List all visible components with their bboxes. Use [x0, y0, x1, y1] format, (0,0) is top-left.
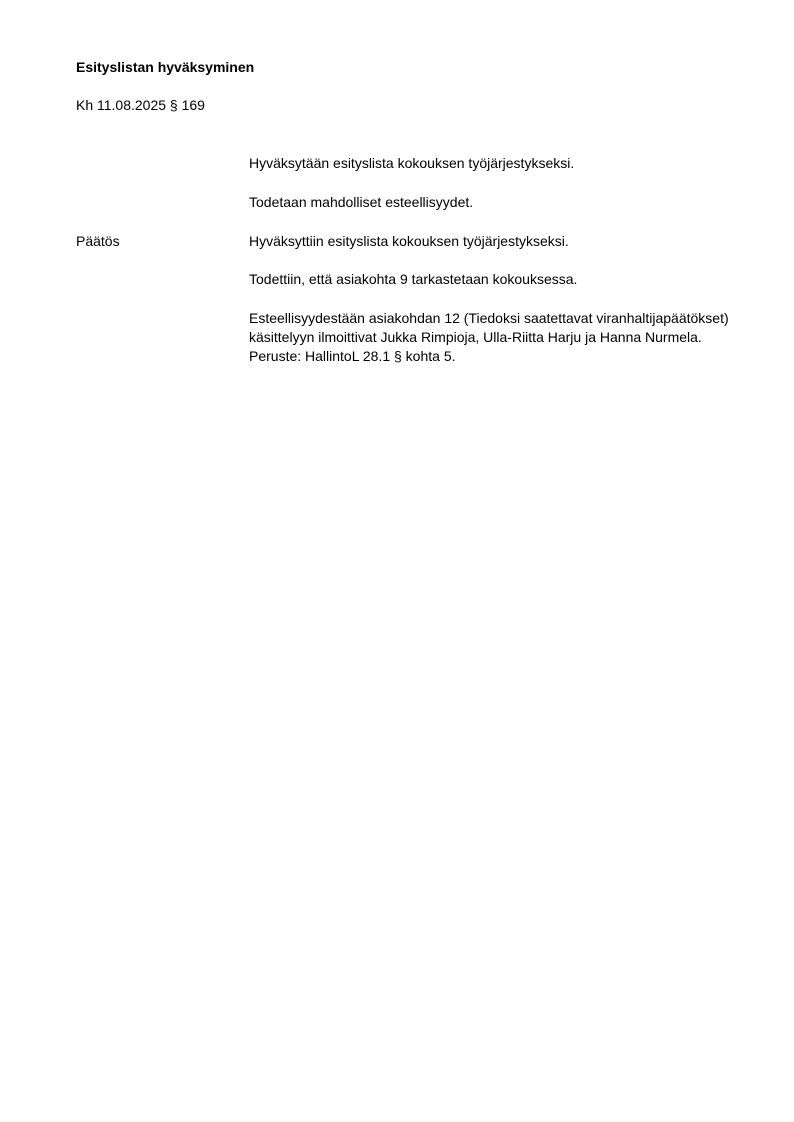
disqualification-line-2: käsittelyyn ilmoittivat Jukka Rimpioja, Ulla-Riitta Harju ja Hanna Nurmela.	[249, 329, 702, 345]
decision-paragraph-2: Todettiin, että asiakohta 9 tarkastetaan kokouksessa.	[249, 271, 578, 287]
decision-label: Päätös	[76, 233, 120, 249]
meeting-reference: Kh 11.08.2025 § 169	[76, 97, 205, 113]
proposal-paragraph-1: Hyväksytään esityslista kokouksen työjärjestykseksi.	[249, 155, 575, 171]
disqualification-line-3: Peruste: HallintoL 28.1 § kohta 5.	[249, 348, 456, 364]
proposal-paragraph-2: Todetaan mahdolliset esteellisyydet.	[249, 194, 474, 210]
disqualification-paragraph	[249, 309, 769, 366]
page-title: Esityslistan hyväksyminen	[76, 59, 255, 75]
disqualification-line-1: Esteellisyydestään asiakohdan 12 (Tiedoksi saatettavat viranhaltijapäätökset)	[249, 310, 729, 326]
decision-paragraph-1: Hyväksyttiin esityslista kokouksen työjärjestykseksi.	[249, 233, 569, 249]
